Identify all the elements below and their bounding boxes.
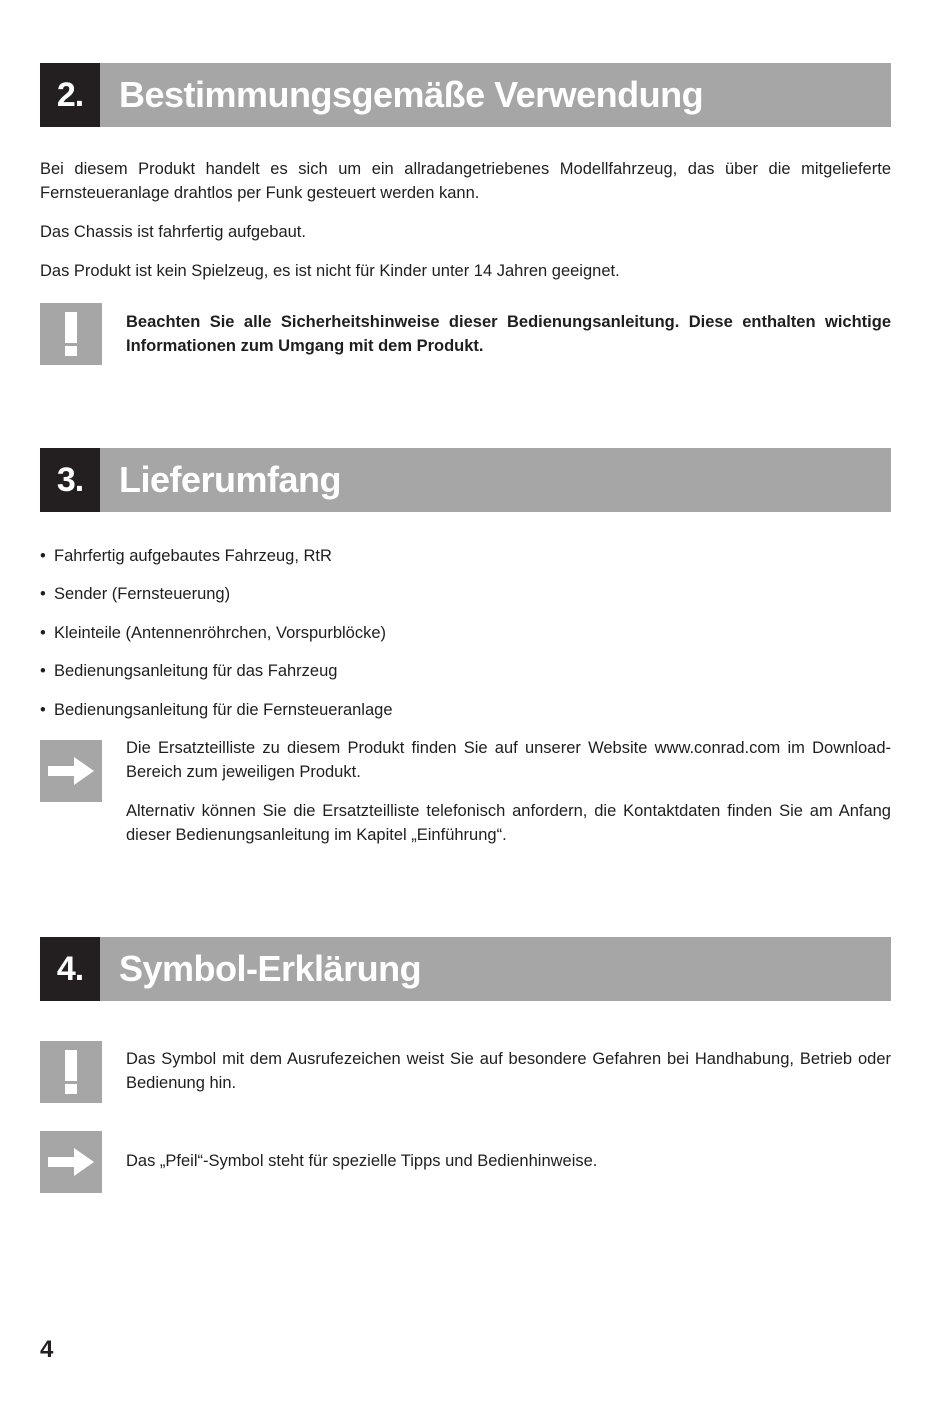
paragraph: Das Chassis ist fahrfertig aufgebaut. [40, 223, 306, 241]
section-number: 2. [40, 63, 100, 127]
arrow-right-icon [40, 740, 102, 802]
section-title: Symbol-Erklärung [100, 937, 891, 1001]
exclamation-icon [40, 303, 102, 365]
tip-text: Alternativ können Sie die Ersatzteilliste telefonisch anfordern, die Kontaktdaten finden Sie am Anfang dieser Bedienungsanleitung im Kapitel „Einführung“. [126, 802, 891, 844]
list-item: • Sender (Fernsteuerung) [40, 585, 231, 603]
section-number: 4. [40, 937, 100, 1001]
section-header-2 [40, 63, 891, 127]
section-number: 3. [40, 448, 100, 512]
section-header-3 [40, 448, 891, 512]
symbol-description: Das „Pfeil“-Symbol steht für spezielle Tipps und Bedienhinweise. [126, 1152, 598, 1170]
symbol-description: Das Symbol mit dem Ausrufezeichen weist Sie auf besondere Gefahren bei Handhabung, Betrieb oder Bedienung hin. [126, 1050, 891, 1092]
paragraph: Bei diesem Produkt handelt es sich um ein allradangetriebenes Modellfahrzeug, das über die mitgelieferte Fernsteueranlage drahtlos per Funk gesteuert werden kann. [40, 160, 891, 202]
list-item: • Bedienungsanleitung für das Fahrzeug [40, 662, 338, 680]
exclamation-icon [40, 1041, 102, 1103]
arrow-right-icon [40, 1131, 102, 1193]
section-header-4 [40, 937, 891, 1001]
list-item: • Fahrfertig aufgebautes Fahrzeug, RtR [40, 547, 332, 565]
page-number: 4 [40, 1336, 54, 1363]
list-item: • Kleinteile (Antennenröhrchen, Vorspurblöcke) [40, 624, 387, 642]
section-title: Bestimmungsgemäße Verwendung [100, 63, 891, 127]
paragraph: Das Produkt ist kein Spielzeug, es ist nicht für Kinder unter 14 Jahren geeignet. [40, 262, 620, 280]
warning-text: Beachten Sie alle Sicherheitshinweise dieser Bedienungsanleitung. Diese enthalten wichtige Informationen zum Umgang mit dem Produkt. [126, 313, 891, 355]
list-item: • Bedienungsanleitung für die Fernsteueranlage [40, 701, 393, 719]
tip-text: Die Ersatzteilliste zu diesem Produkt finden Sie auf unserer Website www.conrad.com im Download-Bereich zum jeweiligen Produkt. [126, 739, 891, 781]
section-title: Lieferumfang [100, 448, 891, 512]
